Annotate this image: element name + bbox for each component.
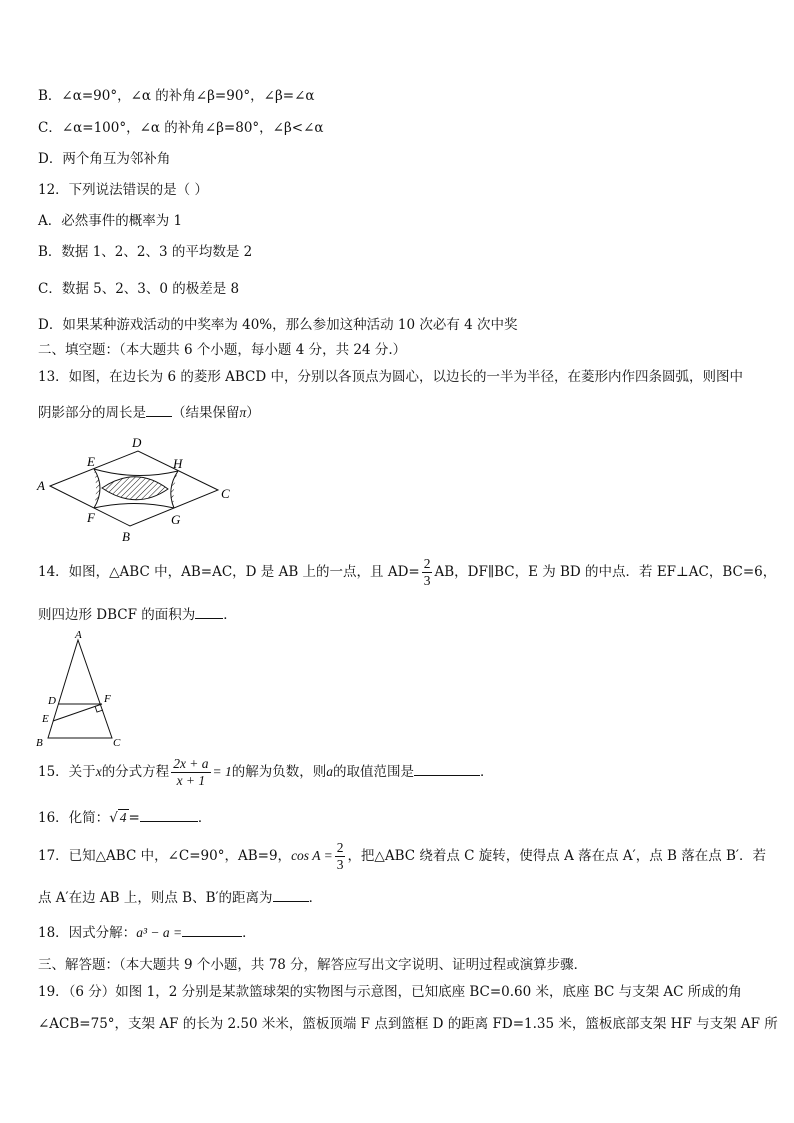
factor-expression: a³ − a =: [136, 925, 183, 940]
label-c: C: [221, 486, 230, 501]
frac-den: 3: [336, 857, 344, 872]
label-e: E: [42, 713, 49, 725]
q18-text-b: ．: [242, 925, 256, 941]
section-2-heading: 二、填空题：（本大题共 6 个小题，每小题 4 分，共 24 分.）: [38, 342, 407, 358]
q11-option-d: D．两个角互为邻补角: [38, 151, 171, 167]
equation-fraction: [171, 756, 210, 789]
fraction-two-thirds: [335, 840, 346, 873]
sqrt-expression: √ 4: [109, 810, 127, 826]
label-f: F: [104, 693, 111, 705]
q16-text-b: =: [128, 810, 140, 826]
label-h: H: [173, 456, 183, 471]
triangle-figure: [32, 630, 132, 750]
label-b: B: [36, 737, 43, 749]
q18-line: [38, 921, 256, 941]
q15-line: [38, 756, 494, 789]
q17-line-2: [38, 886, 322, 906]
frac-num: 2: [336, 840, 344, 855]
q12-stem: 12．下列说法错误的是（ ）: [38, 182, 208, 198]
q17-text-a: 17．已知△ABC 中，∠C=90°，AB=9，: [38, 848, 292, 864]
q11-option-c: C．∠α=100°，∠α 的补角∠β=80°，∠β<∠α: [38, 120, 324, 136]
q14-text-d: ．: [223, 607, 237, 623]
pi-symbol: π: [239, 405, 247, 420]
label-d: D: [48, 695, 56, 707]
equation-rhs: = 1: [212, 764, 232, 779]
var-x: x: [95, 764, 102, 779]
label-a: A: [75, 630, 82, 641]
radicand: 4: [119, 810, 127, 825]
q16-line: [38, 806, 211, 826]
q14-text-a: 14．如图，△ABC 中，AB=AC，D 是 AB 上的一点，且 AD=: [38, 564, 420, 580]
rhombus-figure: [32, 433, 272, 548]
q13-text-c: ）: [246, 405, 260, 421]
var-a: a: [326, 764, 334, 779]
q19-line-2: ∠ACB=75°，支架 AF 的长为 2.50 米米，篮板顶端 F 点到篮框 D 的距离 FD=1.35 米，篮板底部支架 HF 与支架 AF 所: [38, 1016, 778, 1032]
label-g: G: [171, 512, 181, 527]
answer-blank: [182, 924, 242, 937]
q14-text-c: 则四边形 DBCF 的面积为: [38, 607, 196, 623]
q13-text-a: 阴影部分的周长是: [38, 405, 146, 421]
label-e: E: [87, 454, 95, 469]
q15-text-a: 15．关于: [38, 764, 96, 780]
label-d: D: [132, 435, 142, 450]
q14-line-2: [38, 603, 237, 623]
answer-blank: [414, 763, 480, 776]
equation-numerator: 2x + a: [173, 756, 209, 771]
q17-text-d: ．: [308, 890, 323, 906]
q12-option-a: A．必然事件的概率为 1: [38, 213, 183, 229]
label-a: A: [37, 478, 45, 493]
q16-text-a: 16．化简：: [38, 810, 110, 826]
q12-option-d: D．如果某种游戏活动的中奖率为 40%，那么参加这种活动 10 次必有 4 次中奖: [38, 317, 518, 333]
q17-text-c: 点 A′在边 AB 上，则点 B、B′的距离为: [38, 890, 273, 906]
label-f: F: [87, 510, 95, 525]
q13-line-2: [38, 401, 260, 421]
fraction-two-thirds: [422, 556, 433, 589]
cos-expression: cos A =: [291, 848, 333, 863]
q17-line-1: [38, 840, 766, 873]
q13-line-1: 13．如图，在边长为 6 的菱形 ABCD 中，分别以各顶点为圆心，以边长的一半为半径，在菱形内作四条圆弧，则图中: [38, 369, 744, 385]
q18-text-a: 18．因式分解：: [38, 925, 137, 941]
q14-text-b: AB，DF∥BC，E 为 BD 的中点．若 EF⊥AC，BC=6，: [434, 564, 777, 580]
q17-text-b: ，把△ABC 绕着点 C 旋转，使得点 A 落在点 A′，点 B 落在点 B′．若: [347, 848, 766, 864]
q14-line-1: [38, 556, 776, 589]
q16-text-c: ．: [197, 810, 212, 826]
q15-text-e: ．: [480, 764, 494, 780]
label-b: B: [122, 529, 130, 544]
q15-text-c: 的解为负数，则: [231, 764, 327, 780]
q13-text-b: （结果保留: [172, 405, 240, 421]
frac-num: 2: [423, 556, 431, 571]
q12-option-c: C．数据 5、2、3、0 的极差是 8: [38, 281, 240, 297]
q15-text-b: 的分式方程: [101, 764, 170, 780]
q11-option-b: B．∠α=90°，∠α 的补角∠β=90°，∠β=∠α: [38, 88, 315, 104]
answer-blank: [146, 404, 172, 417]
q19-line-1: 19．（6 分）如图 1，2 分别是某款篮球架的实物图与示意图，已知底座 BC=0.60 米，底座 BC 与支架 AC 所成的角: [38, 984, 742, 1000]
q12-option-b: B．数据 1、2、2、3 的平均数是 2: [38, 244, 253, 260]
frac-den: 3: [423, 573, 431, 588]
equation-denominator: x + 1: [176, 773, 206, 788]
answer-blank: [195, 606, 223, 619]
q15-text-d: 的取值范围是: [333, 764, 415, 780]
label-c: C: [113, 737, 121, 749]
section-3-heading: 三、解答题：（本大题共 9 个小题，共 78 分，解答应写出文字说明、证明过程或演算步骤．: [38, 957, 588, 973]
answer-blank: [273, 889, 309, 902]
answer-blank: [140, 809, 198, 822]
